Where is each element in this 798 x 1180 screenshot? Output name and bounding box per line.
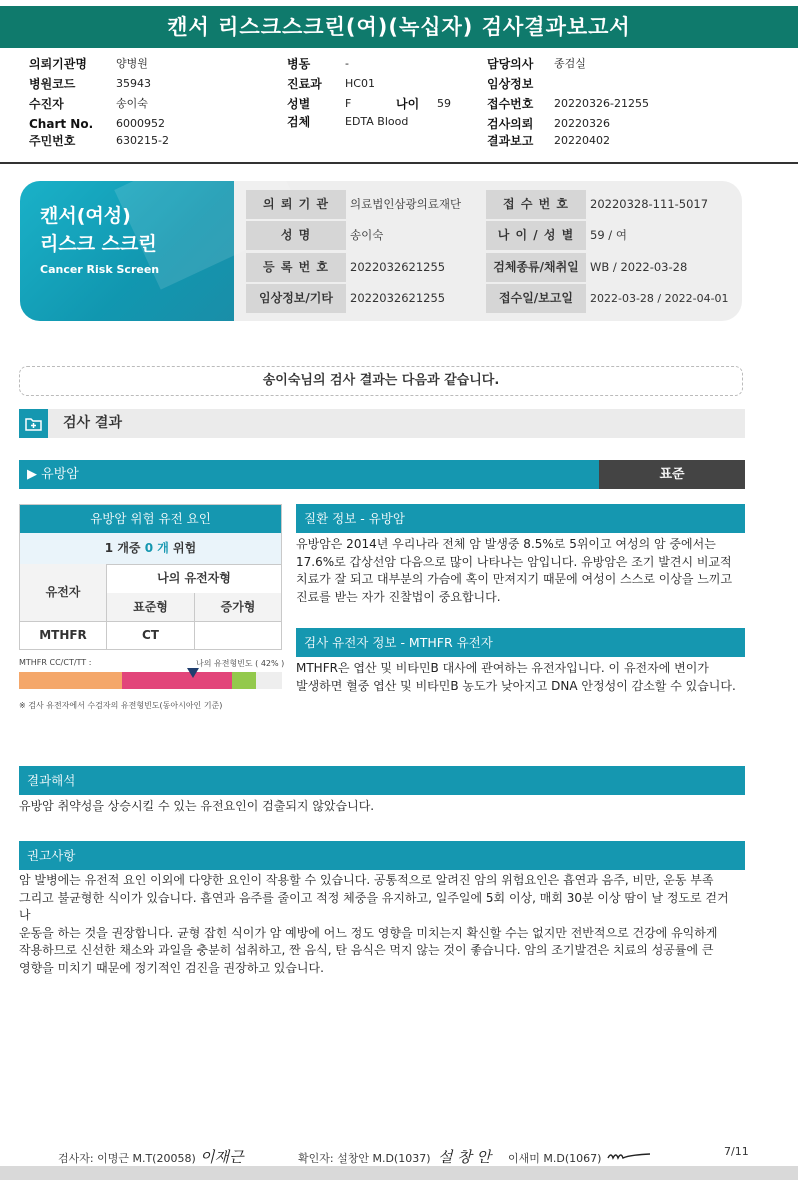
tester-signature: 이재근	[200, 1148, 244, 1166]
age-label: 나이	[396, 97, 420, 111]
gene-info-text	[296, 660, 745, 695]
section-title: 검사 결과	[63, 415, 122, 431]
recommendation-line: 작용하므로 신선한 채소와 과일을 충분히 섭취하고, 짠 음식, 탄 음식은 먹지 않는 것이 좋습니다. 암의 조기발견은 치료의 성공률에 큰	[19, 943, 714, 957]
header-label: 수진자	[29, 97, 64, 111]
header-value: 20220326	[554, 117, 610, 130]
gene-info-title: 검사 유전자 정보 - MTHFR 유전자	[296, 628, 745, 657]
card-value: 20220328-111-5017	[590, 197, 709, 211]
card-value: 2022032621255	[350, 291, 446, 305]
disease-info-text	[296, 536, 745, 606]
card-label: 의 뢰 기 관	[246, 190, 346, 219]
doctor-signature	[606, 1148, 652, 1168]
disease-info-line: 치료가 잘 되고 대부분의 가슴에 혹이 만져지기 때문에 여성이 스스로 이상을 느끼고	[296, 572, 733, 586]
disease-info-line: 진료를 받는 자가 진찰법이 중요합니다.	[296, 589, 501, 604]
card-value: 2022-03-28 / 2022-04-01	[590, 292, 729, 305]
gene-name: MTHFR	[39, 628, 87, 642]
header-value: -	[345, 57, 349, 70]
gene-info-line: MTHFR은 엽산 및 비타민B 대사에 관여하는 유전자입니다. 이 유전자에 변이가	[296, 661, 709, 675]
frequency-segment-3	[232, 672, 256, 689]
card-subtitle: Cancer Risk Screen	[40, 263, 160, 276]
header-label: 검체	[287, 115, 311, 129]
card-label: 접수일/보고일	[486, 284, 586, 313]
header-label: 검사의뢰	[487, 117, 534, 131]
increased-type-header: 증가형	[195, 593, 281, 621]
header-label: 병동	[287, 57, 311, 71]
risk-table-title: 유방암 위험 유전 요인	[20, 505, 281, 533]
header-value: 종검실	[554, 57, 586, 70]
genotype-frequency-bar	[19, 672, 282, 689]
frequency-segment-1	[19, 672, 122, 689]
risk-count-prefix: 1 개중	[104, 541, 145, 555]
frequency-marker-label: 나의 유전형빈도 ( 42% )	[196, 659, 285, 668]
interpretation-header: 결과해석	[19, 766, 745, 795]
card-value: 2022032621255	[350, 260, 446, 274]
header-label: 담당의사	[487, 57, 534, 71]
header-label: 병원코드	[29, 77, 76, 91]
header-label: 접수번호	[487, 97, 534, 111]
risk-count-suffix: 위험	[168, 541, 197, 555]
patient-info-card	[20, 181, 742, 321]
risk-count	[20, 533, 281, 564]
header-label: 임상정보	[487, 77, 534, 91]
my-genotype-header: 나의 유전자형	[157, 571, 231, 585]
header-value: 35943	[116, 77, 151, 90]
increased-genotype-value	[195, 621, 281, 649]
recommendation-line: 영향을 미치기 때문에 정기적인 검진을 권장하고 있습니다.	[19, 960, 324, 975]
greeting-message: 송이숙님의 검사 결과는 다음과 같습니다.	[19, 366, 743, 396]
card-label: 성 명	[246, 221, 346, 250]
interpretation-text: 유방암 취약성을 상승시킬 수 있는 유전요인이 검출되지 않았습니다.	[19, 799, 375, 813]
recommendation-header: 권고사항	[19, 841, 745, 870]
card-label: 접 수 번 호	[486, 190, 586, 219]
doctor-info: 이새미 M.D(1067)	[508, 1152, 602, 1165]
tester-info: 검사자: 이명근 M.T(20058)	[58, 1152, 196, 1165]
recommendation-line: 운동을 하는 것을 권장합니다. 균형 잡힌 식이가 암 예방에 어느 정도 영향을 미치는지 확신할 수는 없지만 전반적으로 건강에 유익하게	[19, 925, 718, 940]
frequency-label: MTHFR CC/CT/TT :	[19, 658, 92, 667]
header-divider	[0, 162, 798, 164]
folder-plus-icon	[19, 409, 48, 438]
header-value: 송이숙	[116, 97, 148, 110]
header-value: 630215-2	[116, 134, 169, 147]
header-value: 20220402	[554, 134, 610, 147]
card-value: 송이숙	[350, 228, 384, 242]
disease-name: ▶ 유방암	[27, 467, 79, 482]
risk-gene-table	[19, 504, 282, 650]
header-info	[0, 0, 798, 160]
header-label: 진료과	[287, 77, 322, 91]
disease-info-line: 17.6%로 갑상선암 다음으로 많이 나타나는 암입니다. 유방암은 조기 발견시 비교적	[296, 554, 732, 569]
header-value: 6000952	[116, 117, 165, 130]
card-label: 임상정보/기타	[246, 284, 346, 313]
disease-info-line: 유방암은 2014년 우리나라 전체 암 발생중 8.5%로 5위이고 여성의 암 중에서는	[296, 537, 716, 551]
header-value: 20220326-21255	[554, 97, 649, 110]
my-genotype-marker	[187, 668, 199, 678]
card-title-2: 리스크 스크린	[40, 233, 157, 255]
recommendation-line: 암 발병에는 유전적 요인 이외에 다양한 요인이 작용할 수 있습니다. 공통적으로 알려진 암의 위험요인은 흡연과 음주, 비만, 운동 부족	[19, 873, 714, 887]
frequency-note: ※ 검사 유전자에서 수검자의 유전형빈도(동아시아인 기준)	[19, 701, 223, 710]
header-label: 결과보고	[487, 134, 534, 148]
standard-type-header: 표준형	[107, 593, 194, 621]
card-value: 의료법인삼광의료재단	[350, 197, 462, 211]
age-value: 59	[437, 97, 451, 110]
card-label: 등 록 번 호	[246, 253, 346, 282]
header-value: F	[345, 97, 352, 110]
header-label: 성별	[287, 97, 311, 111]
header-label: 의뢰기관명	[29, 57, 87, 71]
card-label: 검체종류/채취일	[486, 253, 586, 282]
results-section-header	[19, 409, 745, 438]
recommendation-text	[19, 872, 739, 977]
standard-genotype-value: CT	[142, 628, 159, 642]
risk-count-value: 0 개	[144, 541, 169, 555]
disease-bar	[19, 460, 599, 489]
card-label: 나 이 / 성 별	[486, 221, 586, 250]
header-value: EDTA Blood	[345, 115, 409, 128]
confirmer-info: 확인자: 설창안 M.D(1037)	[298, 1152, 431, 1165]
confirmer-signature: 설 창 안	[438, 1148, 492, 1166]
card-title-1: 캔서(여성)	[40, 205, 131, 227]
page-number: 7/11	[724, 1145, 749, 1158]
card-value: WB / 2022-03-28	[590, 260, 688, 274]
header-label: 주민번호	[29, 134, 76, 148]
frequency-segment-2	[122, 672, 232, 689]
card-value: 59 / 여	[590, 228, 627, 242]
disease-info-title: 질환 정보 - 유방암	[296, 504, 745, 533]
gene-info-line: 발생하면 혈중 엽산 및 비타민B 농도가 낮아지고 DNA 안정성이 감소할 수 있습니다.	[296, 678, 736, 693]
card-banner	[20, 181, 234, 321]
header-value: 양병원	[116, 57, 148, 70]
bottom-bar	[0, 1166, 798, 1180]
recommendation-line: 그리고 불균형한 식이가 있습니다. 흡연과 음주를 줄이고 적정 체중을 유지하고, 일주일에 5회 이상, 매회 30분 이상 땀이 날 정도로 걷거나	[19, 890, 729, 922]
report-title: 캔서 리스크스크린(여)(녹십자) 검사결과보고서	[0, 6, 798, 48]
gene-column-header: 유전자	[20, 564, 106, 621]
header-value: HC01	[345, 77, 375, 90]
header-label: Chart No.	[29, 117, 94, 131]
risk-status-badge: 표준	[599, 460, 745, 489]
